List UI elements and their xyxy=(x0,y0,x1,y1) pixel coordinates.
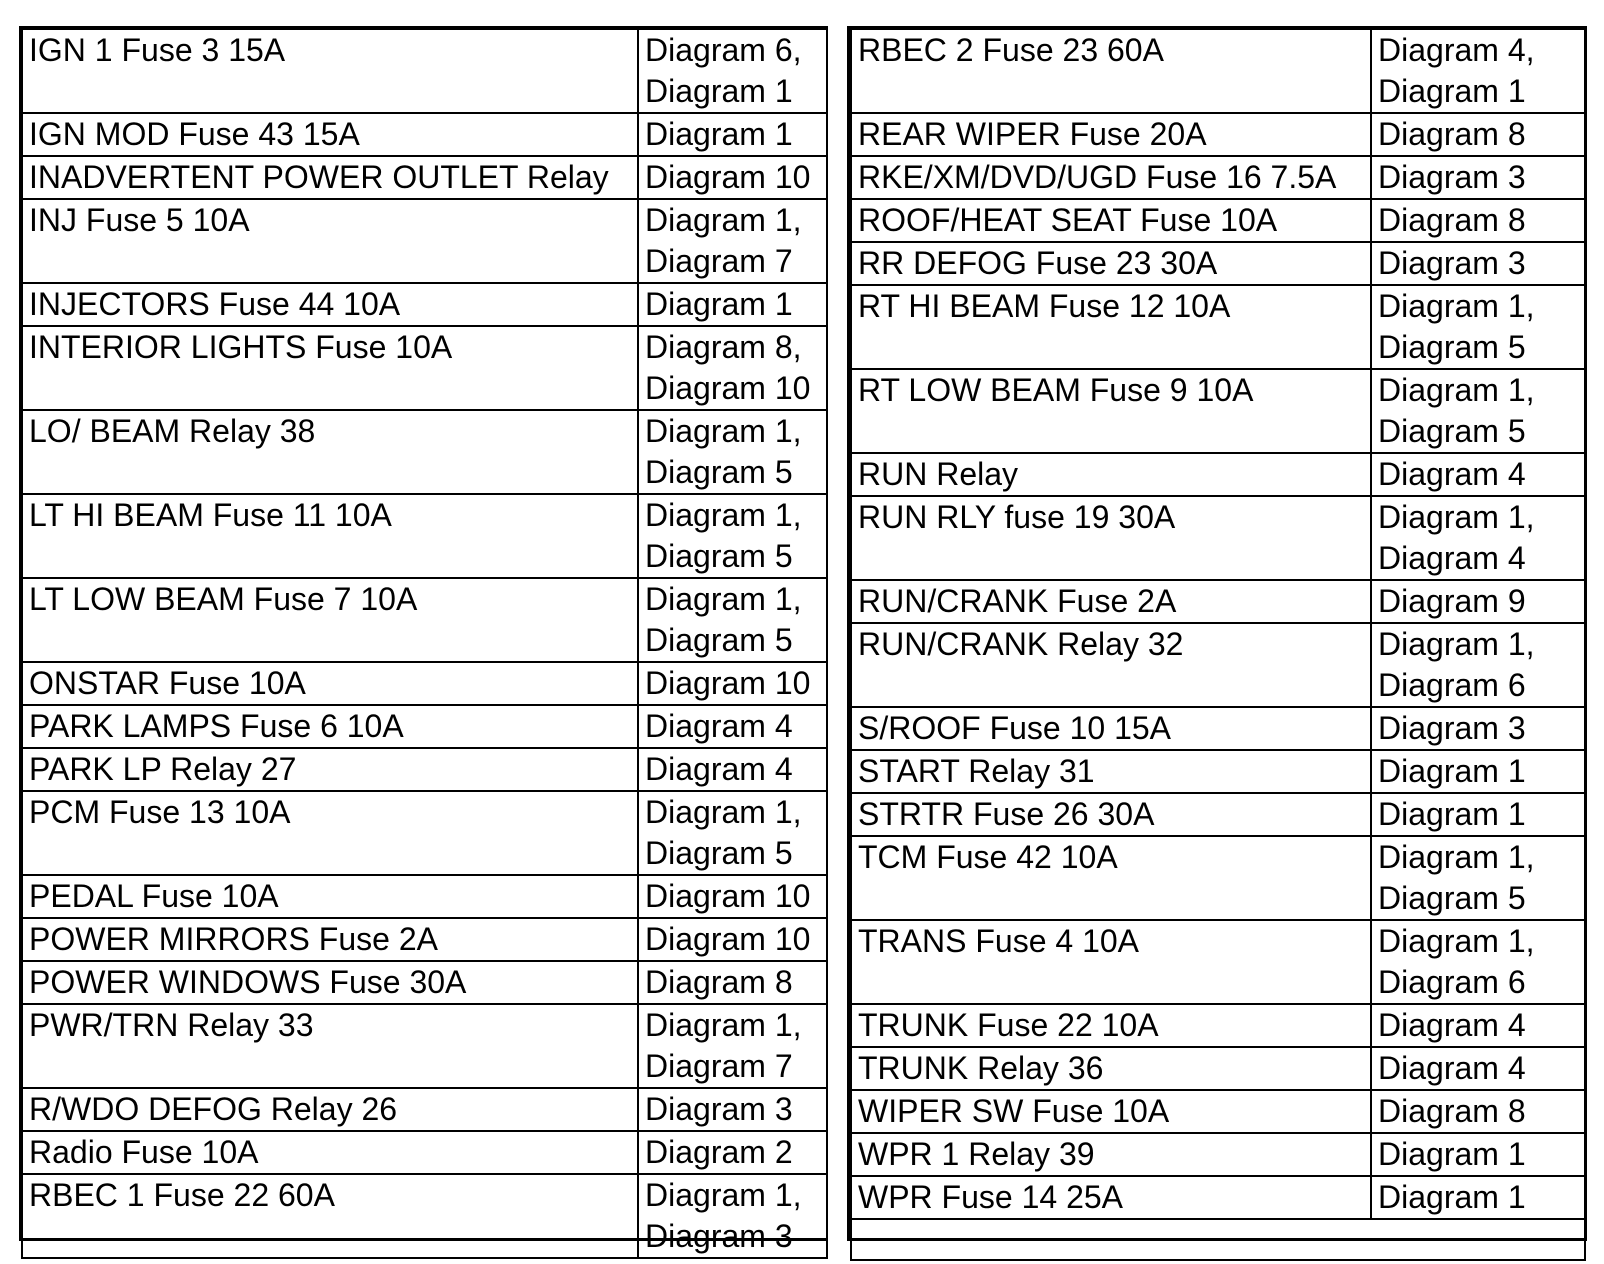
component-name-text: PWR/TRN Relay 33 xyxy=(29,1007,314,1043)
component-name-text: INADVERTENT POWER OUTLET Relay xyxy=(29,159,609,195)
diagram-reference-text: Diagram 8 xyxy=(645,964,793,1000)
table-row xyxy=(22,494,827,578)
component-name xyxy=(851,1133,1371,1176)
component-name-text: LT LOW BEAM Fuse 7 10A xyxy=(29,581,418,617)
component-name xyxy=(851,285,1371,369)
table-row xyxy=(22,875,827,918)
component-name-text: TRANS Fuse 4 10A xyxy=(858,923,1139,959)
table-row xyxy=(851,793,1585,836)
component-name xyxy=(851,1176,1371,1219)
diagram-reference xyxy=(638,410,827,494)
table-row xyxy=(851,29,1585,113)
diagram-reference xyxy=(638,961,827,1004)
component-name-text: IGN MOD Fuse 43 15A xyxy=(29,116,360,152)
diagram-reference xyxy=(638,918,827,961)
diagram-reference-text: Diagram 7 xyxy=(645,243,793,279)
diagram-reference-text: Diagram 1 xyxy=(1378,73,1526,109)
diagram-reference xyxy=(1371,453,1585,496)
diagram-reference-text: Diagram 4 xyxy=(1378,540,1526,576)
table-row xyxy=(22,748,827,791)
component-name-text: PARK LAMPS Fuse 6 10A xyxy=(29,708,404,744)
diagram-reference xyxy=(1371,707,1585,750)
diagram-reference xyxy=(1371,242,1585,285)
table-row xyxy=(851,199,1585,242)
diagram-reference-text: Diagram 3 xyxy=(645,1218,793,1254)
component-name xyxy=(851,623,1371,707)
component-name xyxy=(22,1174,638,1258)
table-row xyxy=(22,578,827,662)
component-name xyxy=(851,242,1371,285)
table-row xyxy=(851,285,1585,369)
diagram-reference-text: Diagram 1, xyxy=(1378,288,1535,324)
diagram-reference-text: Diagram 1, xyxy=(1378,626,1535,662)
component-name xyxy=(22,578,638,662)
diagram-reference-text: Diagram 1, xyxy=(1378,372,1535,408)
component-name xyxy=(22,662,638,705)
diagram-reference-text: Diagram 10 xyxy=(645,665,811,701)
diagram-reference-text: Diagram 1, xyxy=(645,794,802,830)
diagram-reference xyxy=(1371,1176,1585,1219)
component-name xyxy=(22,918,638,961)
component-name-text: PCM Fuse 13 10A xyxy=(29,794,291,830)
diagram-reference-text: Diagram 5 xyxy=(1378,413,1526,449)
table-row xyxy=(22,1131,827,1174)
diagram-reference-text: Diagram 6, xyxy=(645,32,802,68)
table-row xyxy=(22,326,827,410)
component-name xyxy=(22,283,638,326)
component-name-text: RUN/CRANK Fuse 2A xyxy=(858,583,1177,619)
column-divider xyxy=(826,26,850,1241)
diagram-reference-text: Diagram 8 xyxy=(1378,202,1526,238)
diagram-reference-text: Diagram 4 xyxy=(1378,456,1526,492)
diagram-reference-text: Diagram 4, xyxy=(1378,32,1535,68)
component-name xyxy=(22,494,638,578)
component-name xyxy=(22,1088,638,1131)
diagram-reference-text: Diagram 10 xyxy=(645,370,811,406)
table-row xyxy=(851,1047,1585,1090)
diagram-reference-text: Diagram 1 xyxy=(645,286,793,322)
diagram-reference-text: Diagram 4 xyxy=(645,708,793,744)
component-name-text: RBEC 1 Fuse 22 60A xyxy=(29,1177,335,1213)
component-name xyxy=(851,793,1371,836)
diagram-reference-text: Diagram 8, xyxy=(645,329,802,365)
diagram-reference xyxy=(638,705,827,748)
table-row xyxy=(851,836,1585,920)
diagram-reference xyxy=(1371,623,1585,707)
component-name xyxy=(22,410,638,494)
diagram-reference xyxy=(1371,156,1585,199)
diagram-reference-text: Diagram 3 xyxy=(645,1091,793,1127)
table-row xyxy=(22,662,827,705)
component-name-text: PARK LP Relay 27 xyxy=(29,751,297,787)
component-name xyxy=(22,326,638,410)
table-row xyxy=(851,242,1585,285)
component-name-text: IGN 1 Fuse 3 15A xyxy=(29,32,286,68)
component-name-text: Radio Fuse 10A xyxy=(29,1134,259,1170)
diagram-reference-text: Diagram 1, xyxy=(645,413,802,449)
diagram-reference-text: Diagram 6 xyxy=(1378,964,1526,1000)
diagram-reference-text: Diagram 1 xyxy=(1378,753,1526,789)
diagram-reference-text: Diagram 1, xyxy=(1378,923,1535,959)
diagram-reference-text: Diagram 1, xyxy=(645,497,802,533)
diagram-reference xyxy=(1371,1133,1585,1176)
diagram-reference-text: Diagram 1, xyxy=(645,1177,802,1213)
diagram-reference xyxy=(1371,199,1585,242)
diagram-reference-text: Diagram 5 xyxy=(1378,329,1526,365)
table-row xyxy=(22,283,827,326)
table-row xyxy=(851,496,1585,580)
component-name xyxy=(851,920,1371,1004)
component-name xyxy=(851,580,1371,623)
component-name-text: RR DEFOG Fuse 23 30A xyxy=(858,245,1218,281)
component-name xyxy=(851,1090,1371,1133)
diagram-reference xyxy=(638,29,827,113)
component-name xyxy=(851,1004,1371,1047)
table-row xyxy=(22,1088,827,1131)
component-name xyxy=(851,113,1371,156)
table-row xyxy=(851,1090,1585,1133)
diagram-reference xyxy=(638,748,827,791)
table-row xyxy=(22,705,827,748)
diagram-reference-text: Diagram 5 xyxy=(645,622,793,658)
diagram-reference xyxy=(638,1004,827,1088)
diagram-reference xyxy=(638,1131,827,1174)
diagram-reference xyxy=(1371,1090,1585,1133)
diagram-reference-text: Diagram 10 xyxy=(645,921,811,957)
table-row xyxy=(22,199,827,283)
table-row xyxy=(851,156,1585,199)
component-name-text: START Relay 31 xyxy=(858,753,1095,789)
diagram-reference-text: Diagram 9 xyxy=(1378,583,1526,619)
diagram-reference xyxy=(1371,496,1585,580)
diagram-reference-text: Diagram 1, xyxy=(645,202,802,238)
diagram-reference xyxy=(1371,29,1585,113)
diagram-reference xyxy=(1371,1047,1585,1090)
diagram-reference-text: Diagram 1 xyxy=(1378,1179,1526,1215)
component-name-text: ROOF/HEAT SEAT Fuse 10A xyxy=(858,202,1278,238)
component-name-text: POWER MIRRORS Fuse 2A xyxy=(29,921,438,957)
component-name-text: RKE/XM/DVD/UGD Fuse 16 7.5A xyxy=(858,159,1337,195)
table-row xyxy=(22,791,827,875)
component-name xyxy=(22,1131,638,1174)
diagram-reference xyxy=(1371,920,1585,1004)
component-name xyxy=(22,29,638,113)
diagram-reference xyxy=(638,578,827,662)
table-row xyxy=(22,1174,827,1258)
right-reference-table xyxy=(850,28,1586,1261)
table-row xyxy=(22,29,827,113)
component-name-text: RUN RLY fuse 19 30A xyxy=(858,499,1176,535)
component-name xyxy=(851,199,1371,242)
table-row xyxy=(851,707,1585,750)
diagram-reference-text: Diagram 1, xyxy=(1378,839,1535,875)
component-name-text: WIPER SW Fuse 10A xyxy=(858,1093,1170,1129)
table-row xyxy=(22,156,827,199)
component-name-text: TRUNK Fuse 22 10A xyxy=(858,1007,1159,1043)
diagram-reference-text: Diagram 10 xyxy=(645,878,811,914)
component-name xyxy=(851,496,1371,580)
diagram-reference xyxy=(1371,285,1585,369)
component-name xyxy=(22,791,638,875)
table-row xyxy=(851,1133,1585,1176)
component-name-text: RUN/CRANK Relay 32 xyxy=(858,626,1184,662)
diagram-reference-text: Diagram 7 xyxy=(645,1048,793,1084)
diagram-reference-text: Diagram 5 xyxy=(645,538,793,574)
component-name-text: INTERIOR LIGHTS Fuse 10A xyxy=(29,329,453,365)
diagram-reference xyxy=(638,326,827,410)
diagram-reference-text: Diagram 1, xyxy=(645,581,802,617)
diagram-reference-text: Diagram 1 xyxy=(645,116,793,152)
diagram-reference-text: Diagram 3 xyxy=(1378,159,1526,195)
component-name xyxy=(22,705,638,748)
component-name-text: RUN Relay xyxy=(858,456,1019,492)
diagram-reference-text: Diagram 8 xyxy=(1378,116,1526,152)
component-name-text: WPR Fuse 14 25A xyxy=(858,1179,1123,1215)
table-row xyxy=(22,410,827,494)
diagram-reference xyxy=(638,199,827,283)
table-row xyxy=(851,113,1585,156)
table-row xyxy=(851,920,1585,1004)
diagram-reference xyxy=(1371,1004,1585,1047)
table-row xyxy=(851,1004,1585,1047)
component-name xyxy=(22,199,638,283)
empty-cell xyxy=(851,1219,1585,1260)
table-row xyxy=(851,369,1585,453)
diagram-reference-text: Diagram 6 xyxy=(1378,667,1526,703)
diagram-reference xyxy=(1371,750,1585,793)
component-name-text: INJ Fuse 5 10A xyxy=(29,202,250,238)
diagram-reference xyxy=(1371,369,1585,453)
component-name xyxy=(22,1004,638,1088)
component-name xyxy=(851,836,1371,920)
empty-row xyxy=(851,1219,1585,1260)
diagram-reference-text: Diagram 10 xyxy=(645,159,811,195)
component-name-text: STRTR Fuse 26 30A xyxy=(858,796,1155,832)
diagram-reference xyxy=(638,113,827,156)
table-row xyxy=(851,453,1585,496)
diagram-reference-text: Diagram 4 xyxy=(1378,1007,1526,1043)
diagram-reference-text: Diagram 5 xyxy=(645,835,793,871)
component-name xyxy=(851,750,1371,793)
component-name xyxy=(851,707,1371,750)
diagram-reference-text: Diagram 4 xyxy=(1378,1050,1526,1086)
table-row xyxy=(22,961,827,1004)
diagram-reference-text: Diagram 4 xyxy=(645,751,793,787)
component-name-text: LT HI BEAM Fuse 11 10A xyxy=(29,497,392,533)
component-name-text: R/WDO DEFOG Relay 26 xyxy=(29,1091,398,1127)
diagram-reference-text: Diagram 3 xyxy=(1378,245,1526,281)
table-row xyxy=(851,1176,1585,1219)
component-name xyxy=(22,156,638,199)
component-name-text: WPR 1 Relay 39 xyxy=(858,1136,1095,1172)
table-row xyxy=(22,918,827,961)
diagram-reference xyxy=(638,494,827,578)
diagram-reference xyxy=(1371,836,1585,920)
component-name-text: REAR WIPER Fuse 20A xyxy=(858,116,1207,152)
diagram-reference xyxy=(638,662,827,705)
diagram-reference-text: Diagram 5 xyxy=(1378,880,1526,916)
component-name-text: PEDAL Fuse 10A xyxy=(29,878,279,914)
component-name-text: S/ROOF Fuse 10 15A xyxy=(858,710,1172,746)
diagram-reference xyxy=(638,875,827,918)
diagram-reference xyxy=(638,791,827,875)
component-name-text: POWER WINDOWS Fuse 30A xyxy=(29,964,467,1000)
component-name xyxy=(22,748,638,791)
component-name-text: INJECTORS Fuse 44 10A xyxy=(29,286,401,322)
diagram-reference-text: Diagram 1, xyxy=(1378,499,1535,535)
component-name-text: RT HI BEAM Fuse 12 10A xyxy=(858,288,1231,324)
diagram-reference-text: Diagram 2 xyxy=(645,1134,793,1170)
diagram-reference-text: Diagram 3 xyxy=(1378,710,1526,746)
diagram-reference xyxy=(1371,793,1585,836)
component-name-text: LO/ BEAM Relay 38 xyxy=(29,413,316,449)
diagram-reference xyxy=(1371,113,1585,156)
component-name xyxy=(22,113,638,156)
diagram-reference xyxy=(638,283,827,326)
component-name xyxy=(851,453,1371,496)
left-reference-table xyxy=(21,28,828,1259)
table-row xyxy=(851,580,1585,623)
component-name-text: ONSTAR Fuse 10A xyxy=(29,665,306,701)
component-name xyxy=(851,29,1371,113)
diagram-reference-text: Diagram 1 xyxy=(645,73,793,109)
table-row xyxy=(851,623,1585,707)
component-name-text: TCM Fuse 42 10A xyxy=(858,839,1118,875)
component-name xyxy=(22,961,638,1004)
table-row xyxy=(22,113,827,156)
component-name xyxy=(22,875,638,918)
table-row xyxy=(851,750,1585,793)
table-row xyxy=(22,1004,827,1088)
diagram-reference-text: Diagram 8 xyxy=(1378,1093,1526,1129)
component-name-text: RBEC 2 Fuse 23 60A xyxy=(858,32,1164,68)
diagram-reference xyxy=(1371,580,1585,623)
diagram-reference-text: Diagram 1, xyxy=(645,1007,802,1043)
diagram-reference xyxy=(638,1088,827,1131)
diagram-reference-text: Diagram 5 xyxy=(645,454,793,490)
diagram-reference xyxy=(638,156,827,199)
diagram-reference xyxy=(638,1174,827,1258)
component-name xyxy=(851,1047,1371,1090)
component-name xyxy=(851,369,1371,453)
component-name-text: TRUNK Relay 36 xyxy=(858,1050,1104,1086)
component-name-text: RT LOW BEAM Fuse 9 10A xyxy=(858,372,1254,408)
diagram-reference-text: Diagram 1 xyxy=(1378,1136,1526,1172)
diagram-reference-text: Diagram 1 xyxy=(1378,796,1526,832)
component-name xyxy=(851,156,1371,199)
